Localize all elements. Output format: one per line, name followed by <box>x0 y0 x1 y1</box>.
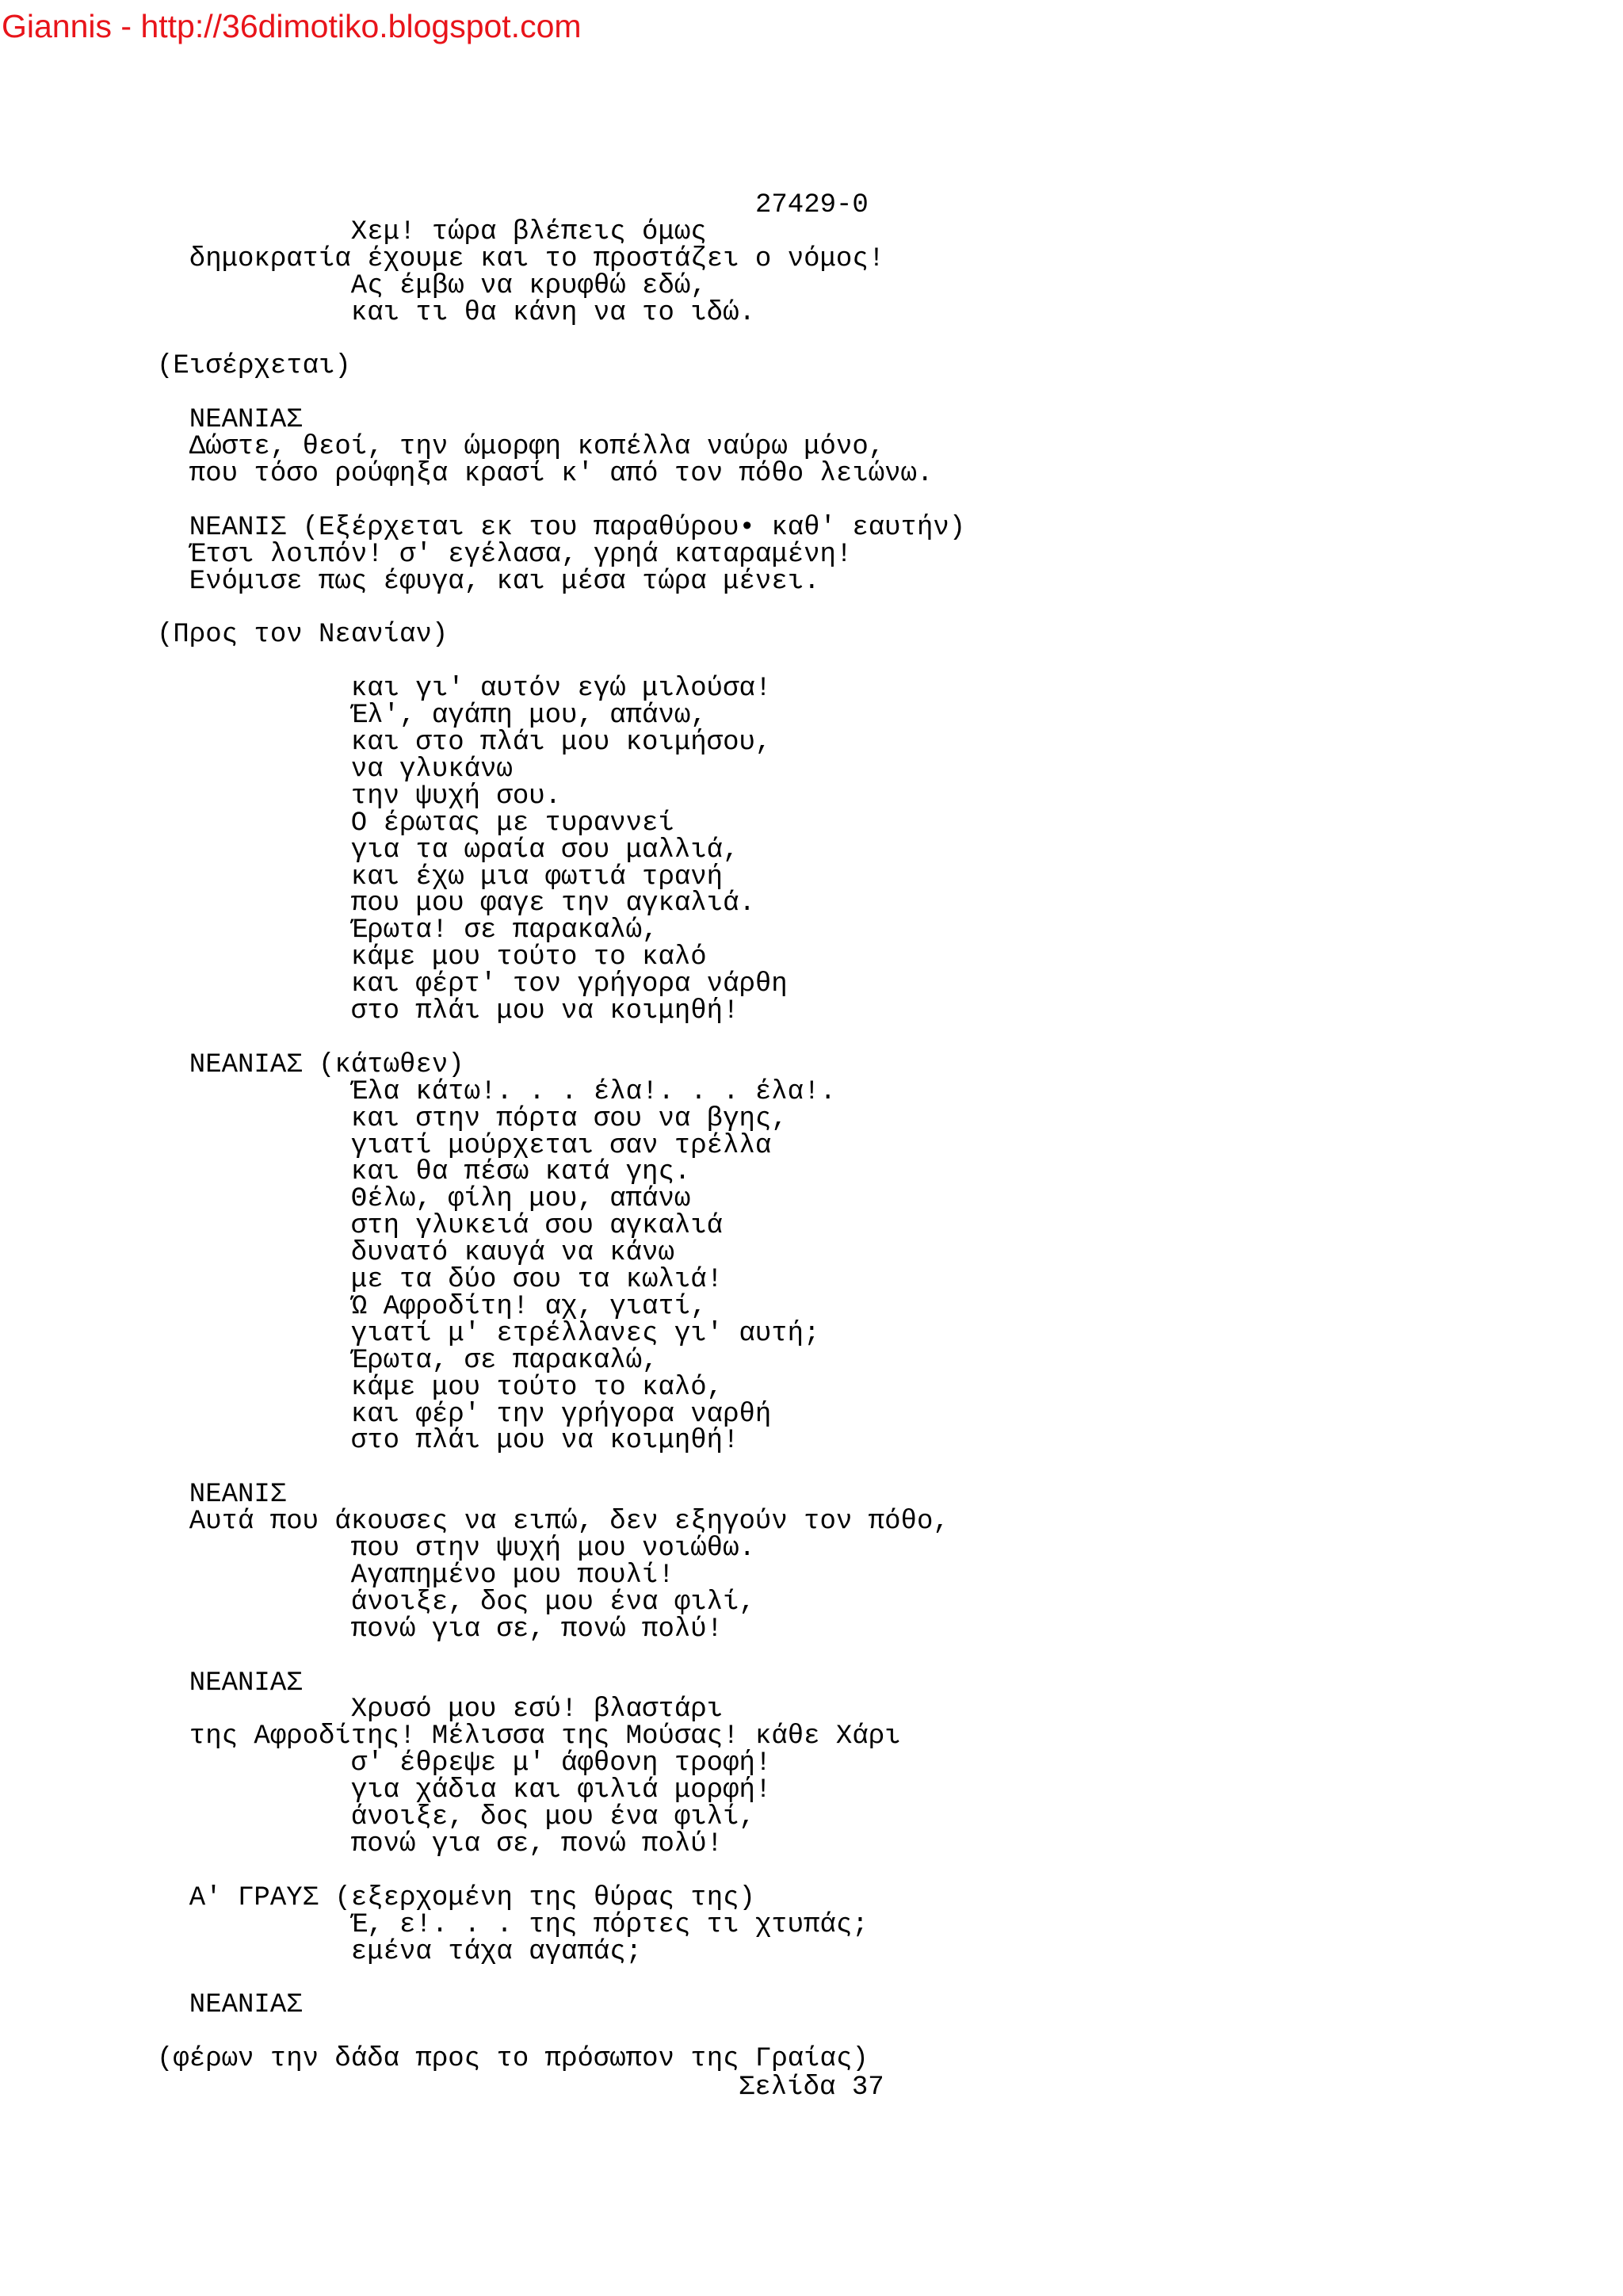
stage-direction: (Εισέρχεται) <box>157 351 351 382</box>
verse-line: να γλυκάνω <box>350 754 513 785</box>
speaker-name: Α' ΓΡΑΥΣ (εξερχομένη της θύρας της) <box>189 1882 755 1913</box>
verse-line: Έρωτα! σε παρακαλώ, <box>350 915 659 946</box>
verse-line: πονώ για σε, πονώ πολύ! <box>350 1614 724 1645</box>
verse-line: κάμε μου τούτο το καλό, <box>350 1372 724 1403</box>
page-number: Σελίδα 37 <box>739 2073 884 2103</box>
speaker-name: ΝΕΑΝΙΑΣ <box>189 1990 303 2021</box>
verse-line: Αυτά που άκουσες να ειπώ, δεν εξηγούν τον πόθο, <box>189 1507 949 1538</box>
verse-line: που μου φαγε την αγκαλιά. <box>350 888 755 919</box>
verse-line: σ' έθρεψε μ' άφθονη τροφή! <box>350 1748 772 1779</box>
stage-direction: (Προς τον Νεανίαν) <box>157 620 449 651</box>
verse-line: Έλ', αγάπη μου, απάνω, <box>350 701 707 732</box>
verse-line: Δώστε, θεοί, την ώμορφη κοπέλλα ναύρω μόνο, <box>189 432 885 463</box>
verse-line: της Αφροδίτης! Μέλισσα της Μούσας! κάθε Χάρι <box>189 1721 901 1752</box>
verse-line: και έχω μια φωτιά τρανή <box>350 861 724 892</box>
verse-line: Ο έρωτας με τυραννεί <box>350 808 674 839</box>
speaker-name: ΝΕΑΝΙΣ (Εξέρχεται εκ του παραθύρου• καθ' εαυτήν) <box>189 512 966 543</box>
document-code: 27429-0 <box>755 190 869 220</box>
verse-line: γιατί μ' ετρέλλανες γι' αυτή; <box>350 1318 820 1349</box>
stage-direction: (φέρων την δάδα προς το πρόσωπον της Γραίας) <box>157 2044 869 2075</box>
verse-line: και τι θα κάνη να το ιδώ. <box>350 297 755 328</box>
verse-line: Θέλω, φίλη μου, απάνω <box>350 1184 691 1215</box>
speaker-name: ΝΕΑΝΙΑΣ <box>189 1668 303 1698</box>
verse-line: την ψυχή σου. <box>350 781 562 812</box>
verse-line: Αγαπημένο μου πουλί! <box>350 1560 674 1591</box>
verse-line: πονώ για σε, πονώ πολύ! <box>350 1828 724 1859</box>
speaker-name: ΝΕΑΝΙΑΣ <box>189 405 303 436</box>
verse-line: δημοκρατία έχουμε και το προστάζει ο νόμος! <box>189 243 885 274</box>
verse-line: Ώ Αφροδίτη! αχ, γιατί, <box>350 1291 707 1322</box>
verse-line: Έλα κάτω!. . . έλα!. . . έλα!. <box>350 1076 836 1107</box>
speaker-name: ΝΕΑΝΙΣ <box>189 1480 287 1511</box>
verse-line: άνοιξε, δος μου ένα φιλί, <box>350 1802 755 1832</box>
verse-line: και γι' αυτόν εγώ μιλούσα! <box>350 674 772 705</box>
verse-line: και στο πλάι μου κοιμήσου, <box>350 728 772 758</box>
verse-line: με τα δύο σου τα κωλιά! <box>350 1265 724 1295</box>
verse-line: Ενόμισε πως έφυγα, και μέσα τώρα μένει. <box>189 566 820 597</box>
verse-line: και φέρτ' τον γρήγορα νάρθη <box>350 969 788 1000</box>
verse-line: για τα ωραία σου μαλλιά, <box>350 835 739 865</box>
verse-line: και φέρ' την γρήγορα ναρθή <box>350 1399 772 1430</box>
verse-line: στο πλάι μου να κοιμηθή! <box>350 996 739 1026</box>
verse-line: κάμε μου τούτο το καλό <box>350 942 707 973</box>
verse-line: που στην ψυχή μου νοιώθω. <box>350 1534 755 1564</box>
verse-line: Έτσι λοιπόν! σ' εγέλασα, γρηά καταραμένη! <box>189 539 853 570</box>
verse-line: Χρυσό μου εσύ! βλαστάρι <box>350 1694 724 1725</box>
verse-line: Έρωτα, σε παρακαλώ, <box>350 1345 659 1376</box>
speaker-name: ΝΕΑΝΙΑΣ (κάτωθεν) <box>189 1049 464 1080</box>
verse-line: Έ, ε!. . . της πόρτες τι χτυπάς; <box>350 1909 869 1940</box>
verse-line: και θα πέσω κατά γης. <box>350 1157 691 1188</box>
verse-line: άνοιξε, δος μου ένα φιλί, <box>350 1587 755 1618</box>
verse-line: Χεμ! τώρα βλέπεις όμως <box>350 216 707 247</box>
verse-line: γιατί μούρχεται σαν τρέλλα <box>350 1130 772 1161</box>
verse-line: εμένα τάχα αγαπάς; <box>350 1936 643 1967</box>
verse-line: δυνατό καυγά να κάνω <box>350 1238 674 1269</box>
verse-line: που τόσο ρούφηξα κρασί κ' από τον πόθο λειώνω. <box>189 459 934 489</box>
verse-line: για χάδια και φιλιά μορφή! <box>350 1775 772 1806</box>
verse-line: στο πλάι μου να κοιμηθή! <box>350 1426 739 1457</box>
verse-line: στη γλυκειά σου αγκαλιά <box>350 1211 724 1242</box>
verse-line: και στην πόρτα σου να βγης, <box>350 1103 788 1134</box>
verse-line: Ας έμβω να κρυφθώ εδώ, <box>350 270 707 301</box>
watermark-link-text: Giannis - http://36dimotiko.blogspot.com <box>2 8 582 44</box>
